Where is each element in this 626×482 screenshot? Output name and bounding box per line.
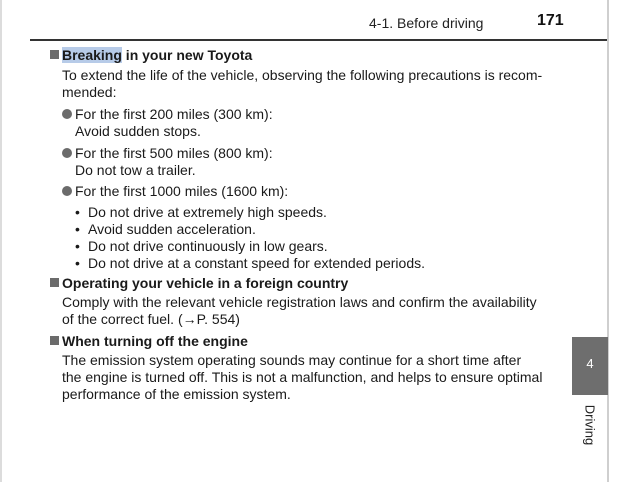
precaution-item-label: For the first 500 miles (800 km): bbox=[62, 145, 273, 162]
precaution-item-label: For the first 1000 miles (1600 km): bbox=[62, 183, 288, 200]
square-bullet-icon bbox=[50, 278, 59, 287]
section-heading-breaking-in bbox=[50, 47, 252, 64]
small-bullet-icon: • bbox=[75, 255, 80, 271]
body-line: performance of the emission system. bbox=[62, 386, 291, 402]
sub-bullet: • Do not drive at extremely high speeds. bbox=[75, 204, 327, 220]
body-line: the engine is turned off. This is not a malfunction, and helps to ensure optimal bbox=[62, 369, 543, 385]
sub-bullet: • Do not drive continuously in low gears. bbox=[75, 238, 328, 254]
intro-line-2: mended: bbox=[62, 84, 117, 100]
square-bullet-icon bbox=[50, 50, 59, 59]
body-line: Comply with the relevant vehicle registration laws and confirm the availability bbox=[62, 294, 537, 310]
square-bullet-icon bbox=[50, 336, 59, 345]
body-line-page-reference[interactable]: of the correct fuel. (→P. 554) bbox=[62, 311, 240, 327]
heading-text: in your new Toyota bbox=[121, 47, 253, 63]
page-right-border bbox=[607, 0, 609, 482]
precaution-item-detail: Avoid sudden stops. bbox=[75, 123, 201, 139]
section-heading-engine-off: When turning off the engine bbox=[50, 333, 248, 350]
page-left-border bbox=[0, 0, 2, 482]
small-bullet-icon: • bbox=[75, 204, 80, 220]
circle-bullet-icon bbox=[62, 148, 72, 158]
section-heading-foreign-country: Operating your vehicle in a foreign country bbox=[50, 275, 348, 292]
sub-bullet: • Do not drive at a constant speed for extended periods. bbox=[75, 255, 425, 271]
circle-bullet-icon bbox=[62, 109, 72, 119]
intro-line-1: To extend the life of the vehicle, observing the following precautions is recom- bbox=[62, 67, 543, 83]
precaution-item-detail: Do not tow a trailer. bbox=[75, 162, 196, 178]
header-page-number: 171 bbox=[537, 12, 564, 29]
small-bullet-icon: • bbox=[75, 221, 80, 237]
precaution-item-label: For the first 200 miles (300 km): bbox=[62, 106, 273, 123]
header-section-title: 4-1. Before driving bbox=[369, 15, 484, 31]
small-bullet-icon: • bbox=[75, 238, 80, 254]
circle-bullet-icon bbox=[62, 186, 72, 196]
header-divider bbox=[30, 39, 607, 41]
chapter-tab[interactable]: 4 bbox=[572, 337, 608, 395]
chapter-tab-label: Driving bbox=[582, 404, 598, 446]
body-line: The emission system operating sounds may continue for a short time after bbox=[62, 352, 522, 368]
highlighted-word[interactable]: Breaking bbox=[62, 47, 122, 63]
sub-bullet: • Avoid sudden acceleration. bbox=[75, 221, 256, 237]
